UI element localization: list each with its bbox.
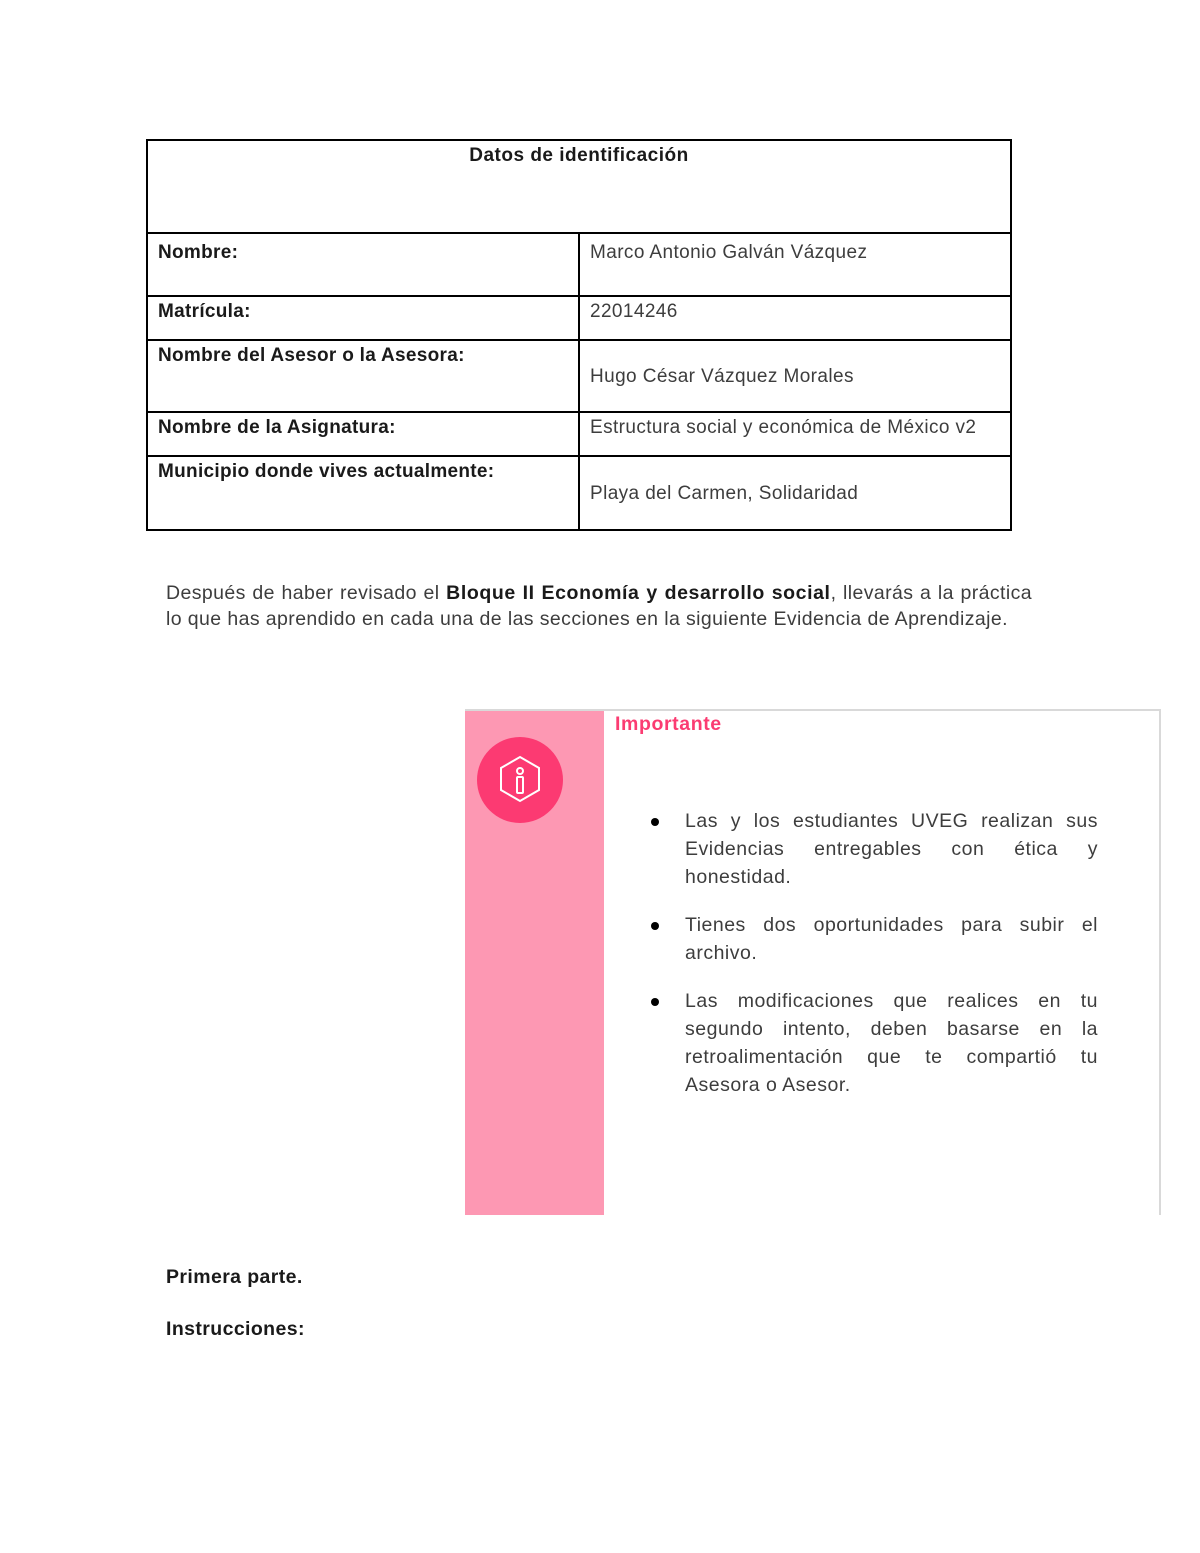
table-title: Datos de identificación [147, 140, 1011, 233]
important-notice-box [465, 709, 1161, 1215]
intro-text-start: Después de haber revisado el [166, 582, 447, 604]
bullet-icon [651, 818, 659, 826]
table-row [147, 296, 1011, 340]
section-heading-instrucciones: Instrucciones: [166, 1318, 305, 1340]
row-label: Nombre: [147, 233, 579, 296]
row-label: Municipio donde vives actualmente: [147, 456, 579, 530]
list-item [645, 807, 1098, 891]
table-row [147, 456, 1011, 530]
table-row [147, 233, 1011, 296]
notice-title: Importante [615, 713, 722, 735]
row-value: 22014246 [579, 296, 1011, 340]
bullet-icon [651, 922, 659, 930]
row-label: Nombre de la Asignatura: [147, 412, 579, 456]
intro-text-end: , llevarás a la práctica lo que has aprendido en cada una de las secciones en la siguiente Evidencia de Aprendizaje. [166, 582, 1032, 630]
list-item-text: Las y los estudiantes UVEG realizan sus Evidencias entregables con ética y honestidad. [685, 810, 1098, 888]
identification-table [146, 139, 1012, 531]
list-item [645, 911, 1098, 967]
section-heading-primera-parte: Primera parte. [166, 1266, 303, 1288]
table-header-row [147, 140, 1011, 233]
notice-side-bar [465, 711, 604, 1215]
intro-paragraph [166, 580, 1032, 632]
row-value: Hugo César Vázquez Morales [579, 340, 1011, 412]
row-label: Matrícula: [147, 296, 579, 340]
list-item [645, 987, 1098, 1099]
intro-bold-block: Bloque II Economía y desarrollo social [446, 582, 831, 604]
table-row [147, 412, 1011, 456]
notice-bullet-list [645, 807, 1098, 1119]
table-row [147, 340, 1011, 412]
list-item-text: Tienes dos oportunidades para subir el archivo. [685, 914, 1098, 964]
info-hexagon-icon [477, 737, 563, 823]
list-item-text: Las modificaciones que realices en tu segundo intento, deben basarse en la retroalimentación que te compartió tu Asesora o Asesor. [685, 990, 1098, 1096]
bullet-icon [651, 998, 659, 1006]
row-value: Marco Antonio Galván Vázquez [579, 233, 1011, 296]
row-value: Playa del Carmen, Solidaridad [579, 456, 1011, 530]
row-value: Estructura social y económica de México v2 [579, 412, 1011, 456]
row-label: Nombre del Asesor o la Asesora: [147, 340, 579, 412]
